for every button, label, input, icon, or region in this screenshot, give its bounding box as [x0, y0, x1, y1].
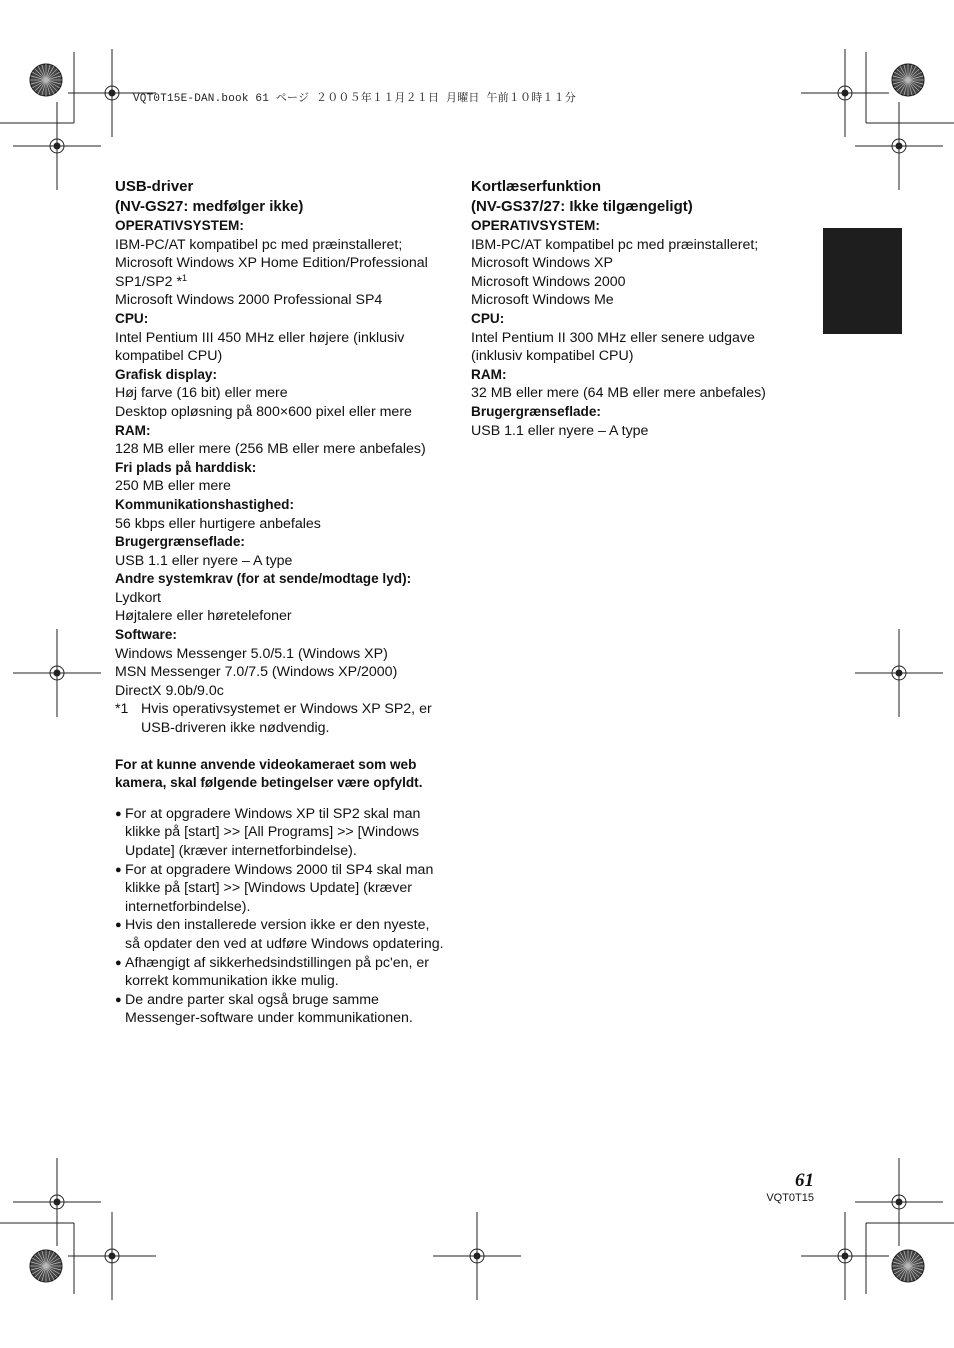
list-item-text: Messenger-software under kommunikationen. — [125, 1010, 413, 1027]
comm-label: Kommunikationshastighed: — [115, 496, 294, 512]
disk-label: Fri plads på harddisk: — [115, 459, 257, 475]
os-text: Microsoft Windows XP Home Edition/Professional — [115, 255, 428, 272]
os-text: SP1/SP2 *$^1$ — [115, 272, 188, 290]
interface-label: Brugergrænseflade: — [115, 534, 245, 550]
rosette-mark — [892, 1250, 924, 1282]
list-item — [115, 861, 465, 917]
bullet-icon: ● — [115, 956, 122, 969]
section-subtitle: (NV-GS27: medfølger ikke) — [115, 198, 304, 215]
crosshair-mark — [855, 629, 943, 717]
section-title: Kortlæserfunktion — [471, 178, 602, 195]
footnote-ref: 1 — [182, 272, 188, 283]
os-text: Microsoft Windows Me — [471, 292, 614, 309]
list-item-text: For at opgradere Windows 2000 til SP4 skal man — [125, 861, 434, 878]
other-requirements-text: Lydkort — [115, 589, 161, 606]
disk-text: 250 MB eller mere — [115, 478, 231, 495]
rosette-mark — [892, 64, 924, 96]
section-title: USB-driver — [115, 178, 194, 195]
footnote-mark: *1 — [115, 701, 129, 718]
crosshair-mark — [68, 1212, 156, 1300]
rosette-mark — [30, 64, 62, 96]
software-text: DirectX 9.0b/9.0c — [115, 682, 224, 699]
section-tab — [823, 228, 902, 334]
card-reader-section — [471, 177, 801, 440]
list-item-text: Afhængigt af sikkerhedsindstillingen på pc'en, er — [125, 954, 429, 971]
bullet-icon: ● — [115, 993, 122, 1006]
usb-driver-section — [115, 177, 465, 1028]
cpu-text: Intel Pentium II 300 MHz eller senere udgave — [471, 329, 755, 346]
os-label: OPERATIVSYSTEM: — [471, 218, 600, 233]
cpu-text: Intel Pentium III 450 MHz eller højere (inklusiv — [115, 329, 405, 346]
list-item — [115, 991, 465, 1028]
other-requirements-text: Højtalere eller høretelefoner — [115, 608, 292, 625]
list-item-text: De andre parter skal også bruge samme — [125, 991, 379, 1008]
cpu-label: CPU: — [471, 310, 505, 326]
ram-label: RAM: — [471, 366, 507, 382]
other-requirements-label: Andre systemkrav (for at sende/modtage lyd): — [115, 571, 412, 587]
condition-list — [115, 805, 465, 1028]
ram-text: 128 MB eller mere (256 MB eller mere anbefales) — [115, 441, 426, 458]
os-text: IBM-PC/AT kompatibel pc med præinstalleret; — [115, 236, 403, 253]
os-text: Microsoft Windows XP — [471, 255, 613, 272]
display-text: Høj farve (16 bit) eller mere — [115, 385, 288, 402]
list-item-text: korrekt kommunikation ikke mulig. — [125, 973, 339, 990]
list-item — [115, 916, 465, 953]
list-item-text: Hvis den installerede version ikke er den nyeste, — [125, 917, 430, 934]
cpu-text: kompatibel CPU) — [115, 348, 223, 365]
webcam-notice — [115, 756, 465, 793]
os-text: IBM-PC/AT kompatibel pc med præinstalleret; — [471, 236, 759, 253]
software-label: Software: — [115, 627, 177, 643]
display-text: Desktop opløsning på 800×600 pixel eller mere — [115, 403, 412, 420]
footnote-text: USB-driveren ikke nødvendig. — [141, 720, 330, 737]
crosshair-mark — [855, 102, 943, 190]
crosshair-mark — [13, 102, 101, 190]
software-text: MSN Messenger 7.0/7.5 (Windows XP/2000) — [115, 664, 398, 681]
os-label: OPERATIVSYSTEM: — [115, 218, 244, 233]
footnote — [115, 700, 465, 737]
list-item-text: klikke på [start] >> [All Programs] >> [Windows — [125, 824, 420, 841]
crosshair-mark — [433, 1212, 521, 1300]
ram-label: RAM: — [115, 422, 151, 438]
display-label: Grafisk display: — [115, 366, 217, 382]
os-text: Microsoft Windows 2000 — [471, 273, 626, 290]
notice-text: kamera, skal følgende betingelser være opfyldt. — [115, 775, 423, 791]
bullet-icon: ● — [115, 807, 122, 820]
book-header: VQT0T15E-DAN.book 61 ページ ２００５年１１月２１日 月曜日 午前１０時１１分 — [133, 93, 577, 105]
comm-text: 56 kbps eller hurtigere anbefales — [115, 515, 321, 532]
bullet-icon: ● — [115, 863, 122, 876]
ram-text: 32 MB eller mere (64 MB eller mere anbefales) — [471, 385, 766, 402]
cpu-label: CPU: — [115, 310, 149, 326]
footnote-text: Hvis operativsystemet er Windows XP SP2, er — [141, 701, 432, 718]
os-text: Microsoft Windows 2000 Professional SP4 — [115, 292, 383, 309]
list-item-text: klikke på [start] >> [Windows Update] (kræver — [125, 880, 413, 897]
crosshair-mark — [801, 1212, 889, 1300]
crosshair-mark — [13, 629, 101, 717]
interface-label: Brugergrænseflade: — [471, 403, 601, 419]
page-number: 61 — [795, 1170, 814, 1191]
notice-text: For at kunne anvende videokameraet som web — [115, 756, 417, 772]
rosette-mark — [30, 1250, 62, 1282]
section-subtitle: (NV-GS37/27: Ikke tilgængeligt) — [471, 198, 693, 215]
list-item-text: Update] (kræver internetforbindelse). — [125, 843, 357, 859]
crosshair-mark — [855, 1158, 943, 1246]
crosshair-mark — [801, 49, 889, 137]
software-text: Windows Messenger 5.0/5.1 (Windows XP) — [115, 645, 388, 662]
list-item — [115, 954, 465, 991]
list-item-text: internetforbindelse). — [125, 898, 251, 915]
interface-text: USB 1.1 eller nyere – A type — [471, 422, 649, 439]
page-code: VQT0T15 — [766, 1192, 814, 1204]
list-item — [115, 805, 465, 861]
bullet-icon: ● — [115, 919, 122, 932]
interface-text: USB 1.1 eller nyere – A type — [115, 552, 293, 569]
crosshair-mark — [13, 1158, 101, 1246]
cpu-text: (inklusiv kompatibel CPU) — [471, 348, 634, 365]
list-item-text: så opdater den ved at udføre Windows opdatering. — [125, 935, 444, 952]
list-item-text: For at opgradere Windows XP til SP2 skal man — [125, 805, 421, 822]
